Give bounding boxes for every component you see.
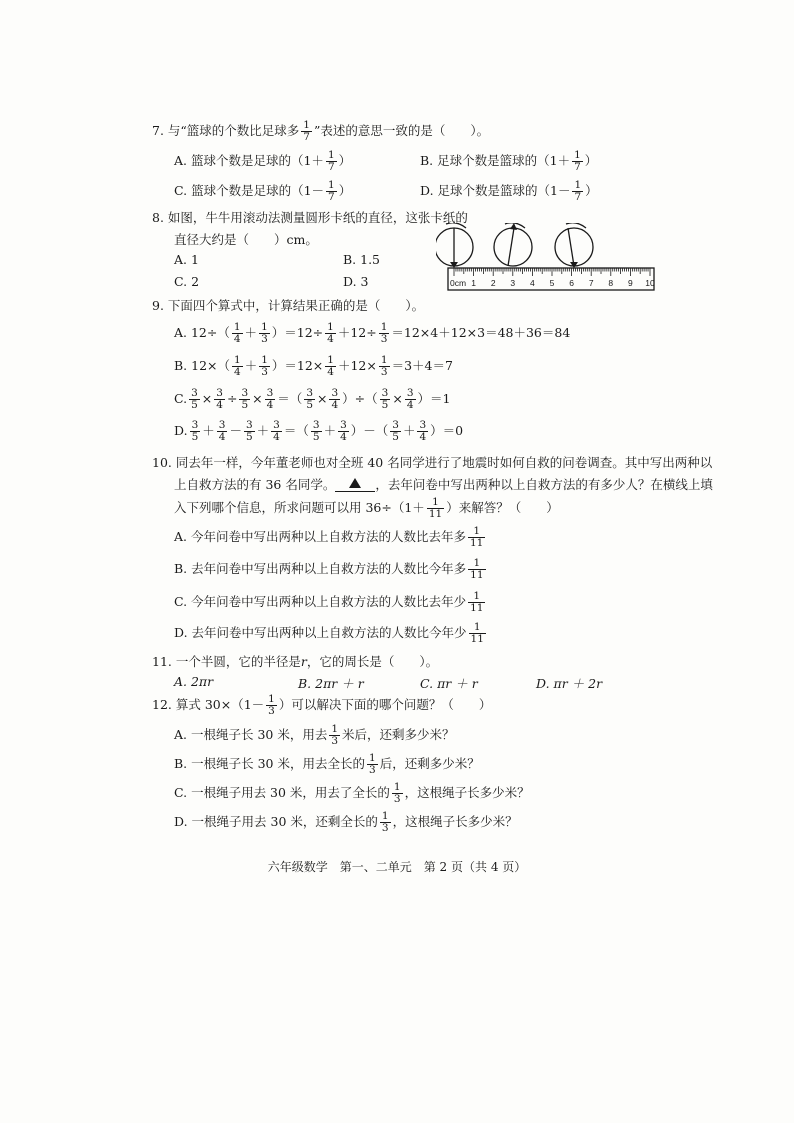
diameter-arrow-2 [508, 228, 514, 266]
question-7-option-a[interactable]: A. 篮球个数是足球的（1＋ $\frac{1}{7}$ ） [174, 149, 352, 174]
question-9-option-b[interactable]: B. 12×（ $\frac{1}{4}$ ＋ $\frac{1}{3}$ ）＝12× $\frac{1}{4}$ ＋12× $\frac{1}{3}$ ＝3＋4＝7 [174, 354, 453, 379]
question-10-option-d[interactable]: D. 去年问卷中写出两种以上自救方法的人数比今年少 $\frac{1}{11}$ [174, 621, 484, 646]
question-8-option-d[interactable]: D. 3 [343, 274, 369, 289]
ruler-labels [450, 278, 655, 288]
question-9-stem: 9. 下面四个算式中，计算结果正确的是（ ）。 [152, 298, 425, 313]
question-12-option-a[interactable]: A. 一根绳子长 30 米，用去 $\frac{1}{3}$ 米后，还剩多少米？ [174, 723, 455, 748]
ruler-label: 2 [490, 278, 496, 288]
fill-in-blank[interactable] [335, 476, 375, 492]
question-7-option-b[interactable]: B. 足球个数是篮球的（1＋ $\frac{1}{7}$ ） [420, 149, 598, 174]
fraction: $\frac{1}{7}$ [574, 149, 581, 174]
fraction: $\frac{1}{7}$ [303, 119, 310, 144]
question-11-option-d[interactable]: D. πr ＋ 2r [536, 676, 603, 691]
question-10-option-a[interactable]: A. 今年问卷中写出两种以上自救方法的人数比去年多 $\frac{1}{11}$ [174, 525, 484, 550]
question-10-option-b[interactable]: B. 去年问卷中写出两种以上自救方法的人数比今年多 $\frac{1}{11}$ [174, 557, 484, 582]
question-7-stem: 7. 与“篮球的个数比足球多 $\frac{1}{7}$ ”表述的意思一致的是（ ）。 [152, 119, 490, 144]
question-10-stem-line1: 10. 同去年一样，今年董老师也对全班 40 名同学进行了地震时如何自救的问卷调查。其中写出两种以 [152, 455, 713, 470]
question-7-option-d[interactable]: D. 足球个数是篮球的（1－ $\frac{1}{7}$ ） [420, 179, 598, 204]
question-11-option-a[interactable]: A. 2πr [174, 674, 214, 689]
ruler-label: 1 [471, 278, 476, 288]
fraction: $\frac{1}{7}$ [327, 149, 335, 174]
question-11-option-b[interactable]: B. 2πr ＋ r [298, 676, 364, 691]
ruler-label: 4 [530, 278, 535, 288]
ruler-label: 9 [628, 278, 633, 288]
question-8-option-a[interactable]: A. 1 [174, 252, 199, 267]
question-9-option-d[interactable]: D. $\frac{3}{5}$ ＋ $\frac{3}{4}$ － $\frac{3}{5}$ ＋ $\frac{3}{4}$ ＝（ $\frac{3}{5}$ ＋ $\frac{3}{4}$ ）－（ $\frac{3}{5}$ ＋ $\frac{3}{4}$ ）＝0 [174, 419, 464, 444]
question-10-stem-line2: 上自救方法的有 36 名同学。 ，去年问卷中写出两种以上自救方法的有多少人？在横线上填 [174, 477, 713, 492]
question-11-stem: 11. 一个半圆，它的半径是r，它的周长是（ ）。 [152, 654, 439, 669]
diameter-arrow-3 [568, 228, 574, 266]
ruler-label: 8 [608, 278, 614, 288]
question-10-option-c[interactable]: C. 今年问卷中写出两种以上自救方法的人数比去年少 $\frac{1}{11}$ [174, 590, 484, 615]
circle-position-3 [555, 228, 593, 266]
question-12-option-d[interactable]: D. 一根绳子用去 30 米，还剩全长的 $\frac{1}{3}$ ，这根绳子长多少米？ [174, 810, 518, 835]
page-footer: 六年级数学 第一、二单元 第 2 页（共 4 页） [267, 860, 527, 874]
question-8-option-b[interactable]: B. 1.5 [343, 252, 381, 267]
question-9-option-a[interactable]: A. 12÷（ $\frac{1}{4}$ ＋ $\frac{1}{3}$ ）＝12÷ $\frac{1}{4}$ ＋12÷ $\frac{1}{3}$ ＝12×4＋12×3＝48＋36＝84 [174, 321, 571, 346]
question-12-stem: 12. 算式 30×（1－ $\frac{1}{3}$ ）可以解决下面的哪个问题？（ ） [152, 693, 492, 718]
triangle-icon [349, 478, 361, 488]
fraction: $\frac{1}{7}$ [328, 179, 335, 204]
ruler-label: 5 [549, 278, 555, 288]
ruler-label: 10 [645, 278, 655, 288]
roll-arrow-3 [566, 223, 586, 228]
question-8-stem-line2: 直径大约是（ ）cm。 [174, 232, 318, 247]
question-7-option-c[interactable]: C. 篮球个数是足球的（1－ $\frac{1}{7}$ ） [174, 179, 352, 204]
question-8-stem-line1: 8. 如图，牛牛用滚动法测量圆形卡纸的直径，这张卡纸的 [152, 210, 468, 225]
fraction: $\frac{1}{7}$ [574, 179, 582, 204]
ruler-label: 7 [588, 278, 594, 288]
question-12-option-c[interactable]: C. 一根绳子用去 30 米，用去了全长的 $\frac{1}{3}$ ，这根绳子长多少米？ [174, 781, 530, 806]
ruler-label: 6 [569, 278, 574, 288]
ruler-label: 0cm [450, 278, 467, 288]
question-8-option-c[interactable]: C. 2 [174, 274, 200, 289]
ruler-label: 3 [510, 278, 516, 288]
ruler-ticks [454, 268, 650, 276]
question-10-stem-line3: 入下列哪个信息，所求问题可以用 36÷（1＋ $\frac{1}{11}$ ）来解答？（ ） [174, 496, 559, 521]
question-11-option-c[interactable]: C. πr ＋ r [420, 676, 478, 691]
question-9-option-c[interactable]: C. $\frac{3}{5}$ × $\frac{3}{4}$ ÷ $\frac{3}{5}$ × $\frac{3}{4}$ ＝（ $\frac{3}{5}$ × $\frac{3}{4}$ ）÷（ $\frac{3}{5}$ × $\frac{3}{4}$ ）＝1 [174, 387, 451, 412]
rolling-circle-ruler-figure [436, 223, 658, 295]
roll-arrow-1 [446, 223, 466, 228]
question-12-option-b[interactable]: B. 一根绳子长 30 米，用去全长的 $\frac{1}{3}$ 后，还剩多少米？ [174, 752, 480, 777]
